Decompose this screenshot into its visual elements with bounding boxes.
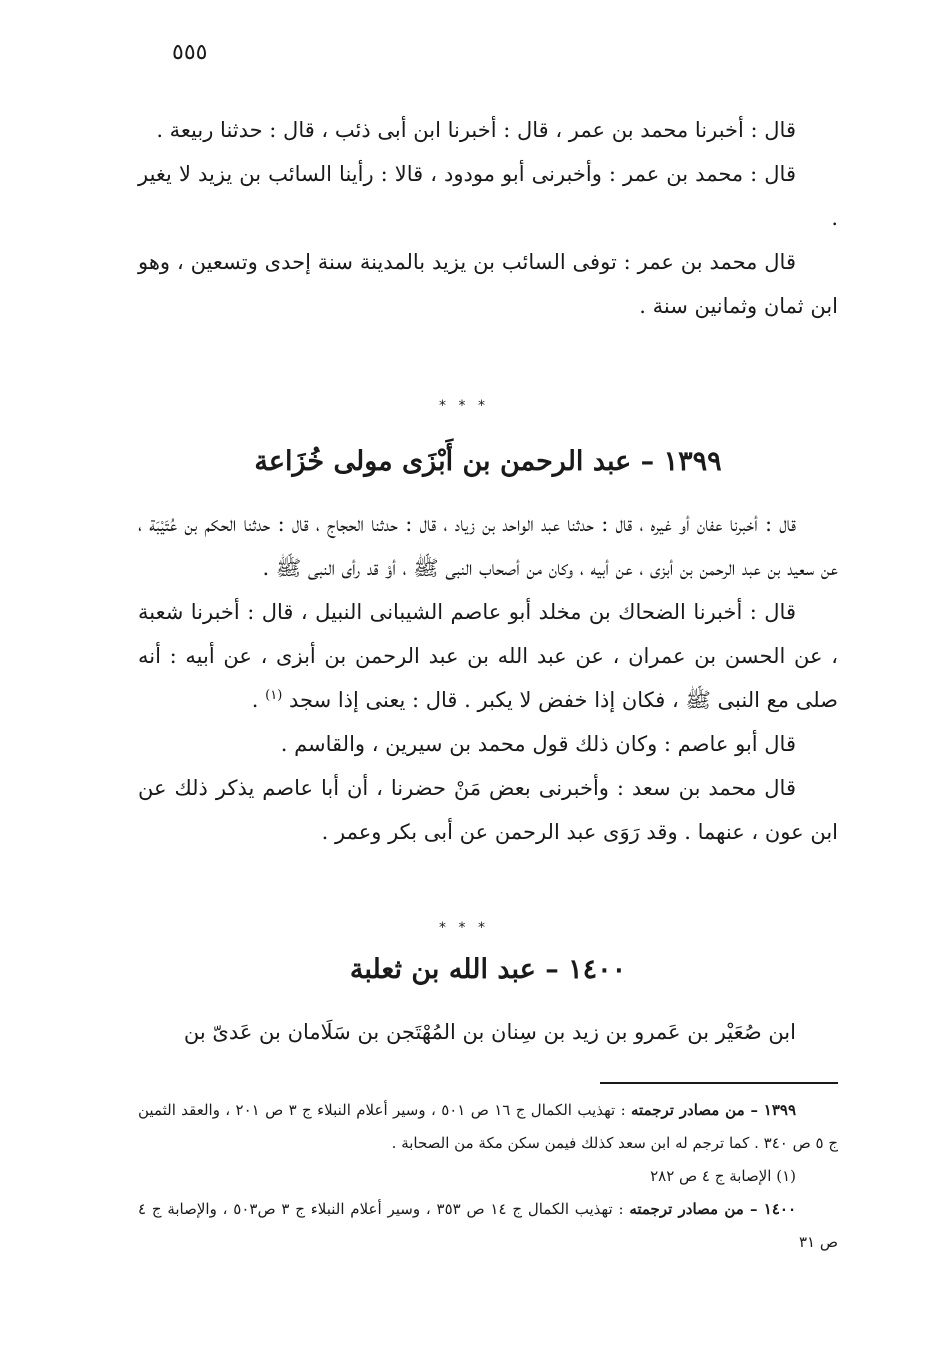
section-opening	[138, 108, 838, 328]
footnote-text: : تهذيب الكمال ج ١٤ ص ٣٥٣ ، وسير أعلام النبلاء ج ٣ ص٥٠٣ ، والإصابة ج ٤ ص ٣١	[138, 1200, 838, 1251]
entry-heading-1399: ١٣٩٩ – عبد الرحمن بن أَبْزَى مولى خُزَاعة	[254, 446, 722, 477]
paragraph: قال أبو عاصم : وكان ذلك قول محمد بن سيرين ، والقاسم .	[280, 732, 796, 756]
section-separator: * * *	[439, 920, 489, 936]
paragraph	[138, 590, 838, 722]
footnote-1400	[138, 1193, 838, 1259]
footnote-reference[interactable]: (١)	[265, 688, 283, 703]
section-separator: * * *	[439, 398, 489, 414]
footnote-lead: ١٤٠٠ – من مصادر ترجمته	[629, 1200, 797, 1218]
paragraph-end: .	[251, 688, 266, 712]
paragraph-text: قال : أخبرنا الضحاك بن مخلد أبو عاصم الشيبانى النبيل ، قال : أخبرنا شعبة ، عن الحسن بن عمران ، عن عبد الله بن عبد الرحمن بن أبزى ، عن أبيه : أنه صلى مع النبى ﷺ ، فكان إذا خفض لا يكبر . قال : يعنى إذا سجد	[138, 600, 838, 712]
page-number: ٥٥٥	[172, 40, 208, 65]
footnote-divider	[600, 1082, 838, 1084]
entry-body-1400	[138, 1010, 838, 1054]
paragraph: قال : محمد بن عمر : وأخبرنى أبو مودود ، قالا : رأينا السائب بن يزيد لا يغير .	[138, 162, 838, 230]
paragraph: قال محمد بن سعد : وأخبرنى بعض مَنْ حضرنا ، أن أبا عاصم يذكر ذلك عن ابن عون ، عنهما . وقد رَوَى عبد الرحمن عن أبى بكر وعمر .	[138, 776, 838, 844]
footnotes	[138, 1094, 838, 1259]
paragraph: قال : أخبرنا عفان أو غيره ، قال : حدثنا عبد الواحد بن زياد ، قال : حدثنا الحجاج ، قال : حدثنا الحكم بن عُتَيْبَة ، عن سعيد بن عبد الرحمن بن أبزى ، عن أبيه ، وكان من أصحاب النبى ﷺ ، أوْ قد رأى النبى ﷺ .	[138, 512, 838, 580]
footnote-1: (١) الإصابة ج ٤ ص ٢٨٢	[650, 1167, 796, 1185]
footnote-text: : تهذيب الكمال ج ١٦ ص ٥٠١ ، وسير أعلام النبلاء ج ٣ ص ٢٠١ ، والعقد الثمين ج ٥ ص ٣٤٠ . كما ترجم له ابن سعد كذلك فيمن سكن مكة من الصحابة .	[138, 1101, 838, 1152]
paragraph: قال : أخبرنا محمد بن عمر ، قال : أخبرنا ابن أبى ذئب ، قال : حدثنا ربيعة .	[156, 118, 796, 142]
footnote-1399	[138, 1094, 838, 1160]
paragraph: قال محمد بن عمر : توفى السائب بن يزيد بالمدينة سنة إحدى وتسعين ، وهو ابن ثمان وثمانين سنة .	[138, 250, 838, 318]
entry-heading-1400: ١٤٠٠ – عبد الله بن ثعلبة	[349, 954, 627, 985]
paragraph: ابن صُعَيْر بن عَمرو بن زيد بن سِنان بن المُهْتَجن بن سَلَامان بن عَدىّ بن	[183, 1020, 796, 1044]
entry-body-1399	[138, 502, 838, 854]
footnote-lead: ١٣٩٩ – من مصادر ترجمته	[631, 1101, 797, 1119]
